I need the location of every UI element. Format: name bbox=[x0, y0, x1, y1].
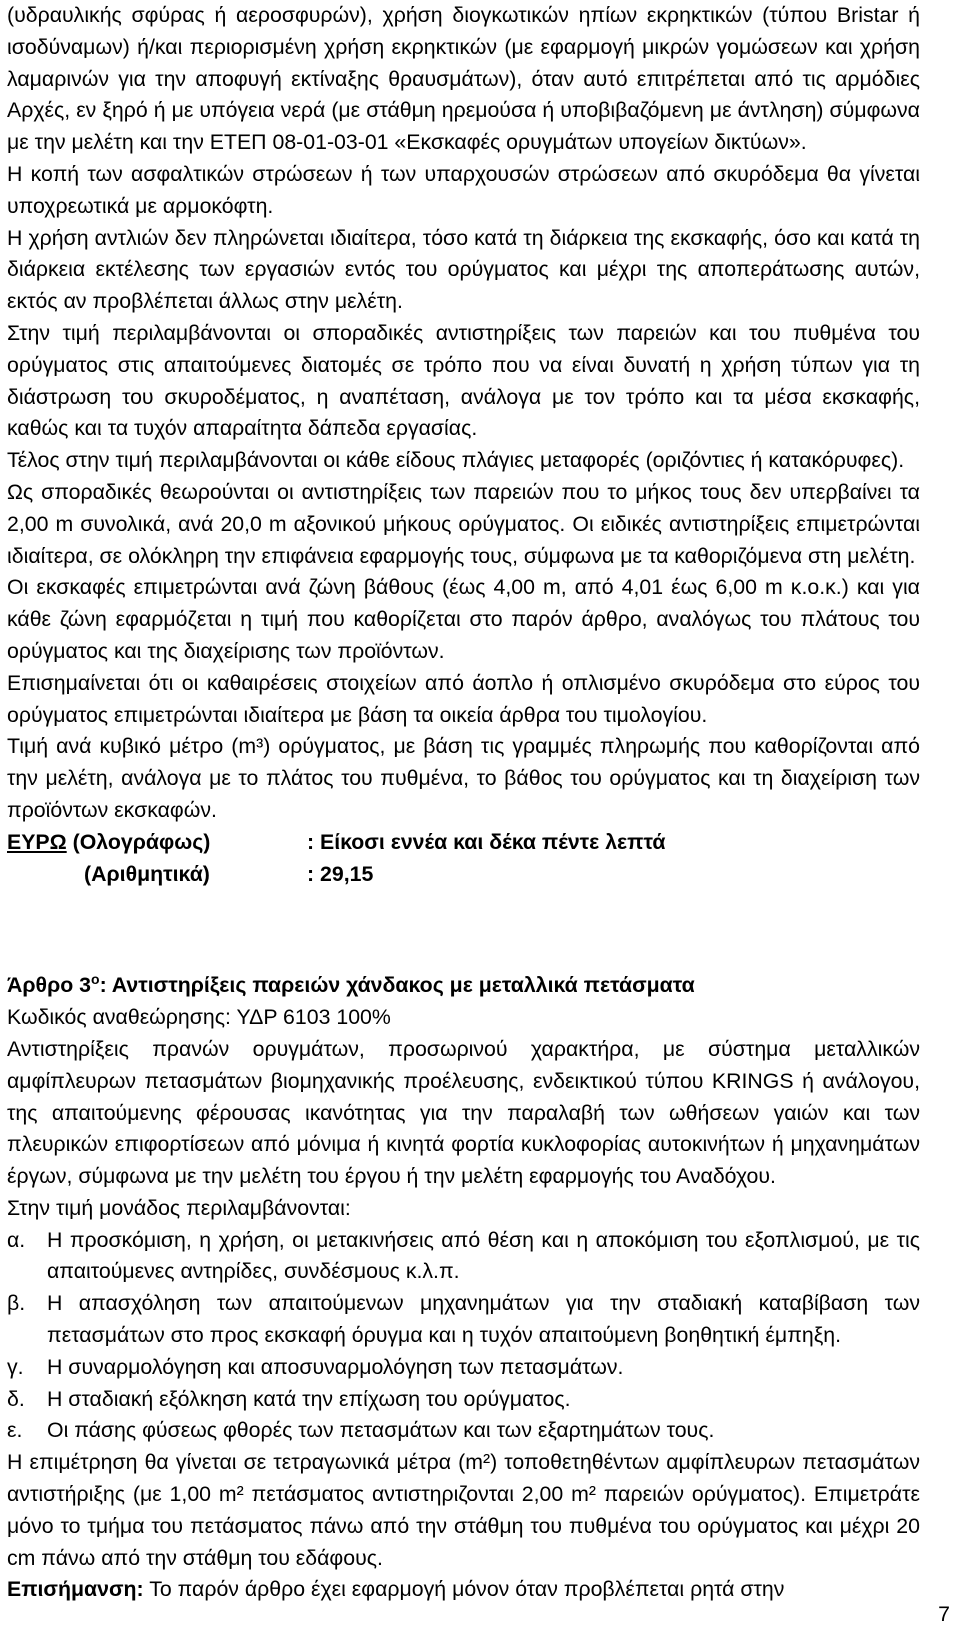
revision-code: Κωδικός αναθεώρησης: ΥΔΡ 6103 100% bbox=[7, 1005, 391, 1030]
note-paragraph bbox=[7, 1574, 920, 1606]
list-item-text: Η προσκόμιση, η χρήση, οι μετακινήσεις από θέση και η αποκόμιση του εξοπλισμού, με τις απαιτούμενες αντηρίδες, συνδέσμους κ.λ.π. bbox=[47, 1227, 920, 1284]
paragraph-depth-zones: Οι εκσκαφές επιμετρώνται ανά ζώνη βάθους (έως 4,00 m, από 4,01 έως 6,00 m κ.ο.κ.) και για κάθε ζώνη εφαρμόζεται η τιμή που καθορίζεται στο παρόν άρθρο, αναλόγως του πλάτους του ορύγματος και της διαχείρισης των προϊόντων. bbox=[7, 575, 920, 663]
paragraph-unit-price: Τιμή ανά κυβικό μέτρο (m³) ορύγματος, με βάση τις γραμμές πληρωμής που καθορίζονται από την μελέτη, ανάλογα με το πλάτος του πυθμένα, το βάθος του ορύγματος και τη διαχείριση των προϊόντων εκσκαφών. bbox=[7, 734, 920, 822]
paragraph-excavation-methods: (υδραυλικής σφύρας ή αεροσφυρών), χρήση διογκωτικών ηπίων εκρηκτικών (τύπου Bristar ή ισοδύναμων) ή/και περιορισμένη χρήση εκρηκτικών (με εφαρμογή μικρών γομώσεων και χρήση λαμαρινών για την αποφυγή εκτίναξης θραυσμάτων), όταν αυτό επιτρέπεται από τις αρμόδιες Αρχές, εν ξηρό ή με υπόγεια νερά (με στάθμη ηρεμούσα ή υποβιβαζόμενη με άντληση) σύμφωνα με την μελέτη και την ΕΤΕΠ 08-01-03-01 «Εκσκαφές ορυγμάτων υπογείων δικτύων». bbox=[7, 3, 920, 155]
price-in-numbers bbox=[7, 859, 920, 891]
words-label: (Ολογράφως) bbox=[66, 829, 211, 854]
article-title bbox=[7, 970, 920, 1002]
list-item-text: Η σταδιακή εξόλκηση κατά την επίχωση του ορύγματος. bbox=[47, 1386, 571, 1411]
list-item bbox=[7, 1288, 920, 1352]
list-item-text: Η απασχόληση των απαιτούμενων μηχανημάτων για την σταδιακή καταβίβαση των πετασμάτων στο προς εκσκαφή όρυγμα και η τυχόν απαιτούμενη βοηθητική έμπηξη. bbox=[47, 1291, 920, 1348]
article-description: Αντιστηρίξεις πρανών ορυγμάτων, προσωρινού χαρακτήρα, με σύστημα μεταλλικών αμφίπλευρων πετασμάτων βιομηχανικής προέλευσης, ενδεικτικού τύπου KRINGS ή ανάλογου, της απαιτούμενης φέρουσας ικανότητας για την παραλαβή των ωθήσεων γαιών και των πλευρικών επιφορτίσεων από μόνιμα ή κινητά φορτία κυκλοφορίας αυτοκινήτων ή μηχανημάτων έργων, σύμφωνα με την μελέτη του έργου ή την μελέτη εφαρμογής του Αναδόχου. bbox=[7, 1036, 920, 1189]
words-value: : Είκοσι εννέα και δέκα πέντε λεπτά bbox=[307, 829, 666, 854]
paragraph-sporadic-supports: Στην τιμή περιλαμβάνονται οι σποραδικές αντιστηρίξεις των παρειών και του πυθμένα του ορύγματος στις απαιτούμενες διατομές σε τρόπο που να είναι δυνατή η χρήση τύπων για τη διάστρωση του σκυροδέματος, η αναπέταση, ανάλογα με τον τρόπο και τα μέσα εκσκαφής, καθώς και τα τυχόν απαραίτητα δάπεδα εργασίας. bbox=[7, 320, 920, 441]
article-title-prefix: Άρθρο 3 bbox=[7, 973, 92, 998]
list-item-mark: ε. bbox=[7, 1418, 23, 1443]
list-item bbox=[7, 1352, 920, 1384]
note-text: Το παρόν άρθρο έχει εφαρμογή μόνον όταν προβλέπεται ρητά στην bbox=[143, 1577, 785, 1602]
paragraph-asphalt-cutting: Η κοπή των ασφαλτικών στρώσεων ή των υπαρχουσών στρώσεων από σκυρόδεμα θα γίνεται υποχρεωτικά με αρμοκόφτη. bbox=[7, 161, 920, 218]
list-item bbox=[7, 1384, 920, 1416]
list-item bbox=[7, 1415, 920, 1447]
price-in-words bbox=[7, 827, 920, 859]
currency-label: ΕΥΡΩ bbox=[7, 829, 67, 854]
spacer bbox=[7, 890, 920, 970]
list-item-mark: β. bbox=[7, 1291, 26, 1316]
numbers-value: : 29,15 bbox=[307, 861, 374, 886]
note-label: Επισήμανση: bbox=[7, 1577, 144, 1602]
paragraph-transport: Τέλος στην τιμή περιλαμβάνονται οι κάθε είδους πλάγιες μεταφορές (οριζόντιες ή κατακόρυφες). bbox=[7, 448, 905, 473]
page-number: 7 bbox=[938, 1602, 950, 1626]
article-title-superscript: ο bbox=[91, 971, 100, 988]
list-item-mark: α. bbox=[7, 1227, 26, 1252]
list-item-mark: γ. bbox=[7, 1354, 24, 1379]
list-item-text: Η συναρμολόγηση και αποσυναρμολόγηση των πετασμάτων. bbox=[47, 1354, 624, 1379]
paragraph-demolitions: Επισημαίνεται ότι οι καθαιρέσεις στοιχείων από άοπλο ή οπλισμένο σκυρόδεμα στο εύρος του ορύγματος επιμετρώνται ιδιαίτερα με βάση τα οικεία άρθρα του τιμολογίου. bbox=[7, 670, 920, 727]
includes-intro: Στην τιμή μονάδος περιλαμβάνονται: bbox=[7, 1195, 351, 1220]
article-title-text: : Αντιστηρίξεις παρειών χάνδακος με μεταλλικά πετάσματα bbox=[99, 973, 695, 998]
numbers-label: (Αριθμητικά) bbox=[84, 861, 210, 886]
measurement-paragraph: Η επιμέτρηση θα γίνεται σε τετραγωνικά μέτρα (m²) τοποθετηθέντων αμφίπλευρων πετασμάτων αντιστήριξης (με 1,00 m² πετάσματος αντιστηριζονται 2,00 m² παρειών ορύγματος). Επιμετράτε μόνο το τμήμα του πετάσματος πάνω από την στάθμη του πυθμένα του ορύγματος και μέχρι 20 cm πάνω από την στάθμη του εδάφους. bbox=[7, 1450, 920, 1570]
list-item-mark: δ. bbox=[7, 1386, 25, 1411]
document-page bbox=[7, 0, 920, 1606]
paragraph-pumps: Η χρήση αντλιών δεν πληρώνεται ιδιαίτερα, τόσο κατά τη διάρκεια της εκσκαφής, όσο και κατά τη διάρκεια εκτέλεσης των εργασιών εντός του ορύγματος και μέχρι της αποπεράτωσης αυτών, εκτός αν προβλέπεται άλλως στην μελέτη. bbox=[7, 225, 920, 314]
list-item-text: Οι πάσης φύσεως φθορές των πετασμάτων και των εξαρτημάτων τους. bbox=[47, 1418, 715, 1443]
includes-list bbox=[7, 1225, 920, 1448]
list-item bbox=[7, 1225, 920, 1289]
paragraph-special-supports: Ως σποραδικές θεωρούνται οι αντιστηρίξεις των παρειών που το μήκος τους δεν υπερβαίνει τα 2,00 m συνολικά, ανά 20,0 m αξονικού μήκους ορύγματος. Οι ειδικές αντιστηρίξεις επιμετρώνται ιδιαίτερα, σε ολόκληρη την επιφάνεια εφαρμογής τους, σύμφωνα με τα καθοριζόμενα στη μελέτη. bbox=[7, 479, 920, 568]
